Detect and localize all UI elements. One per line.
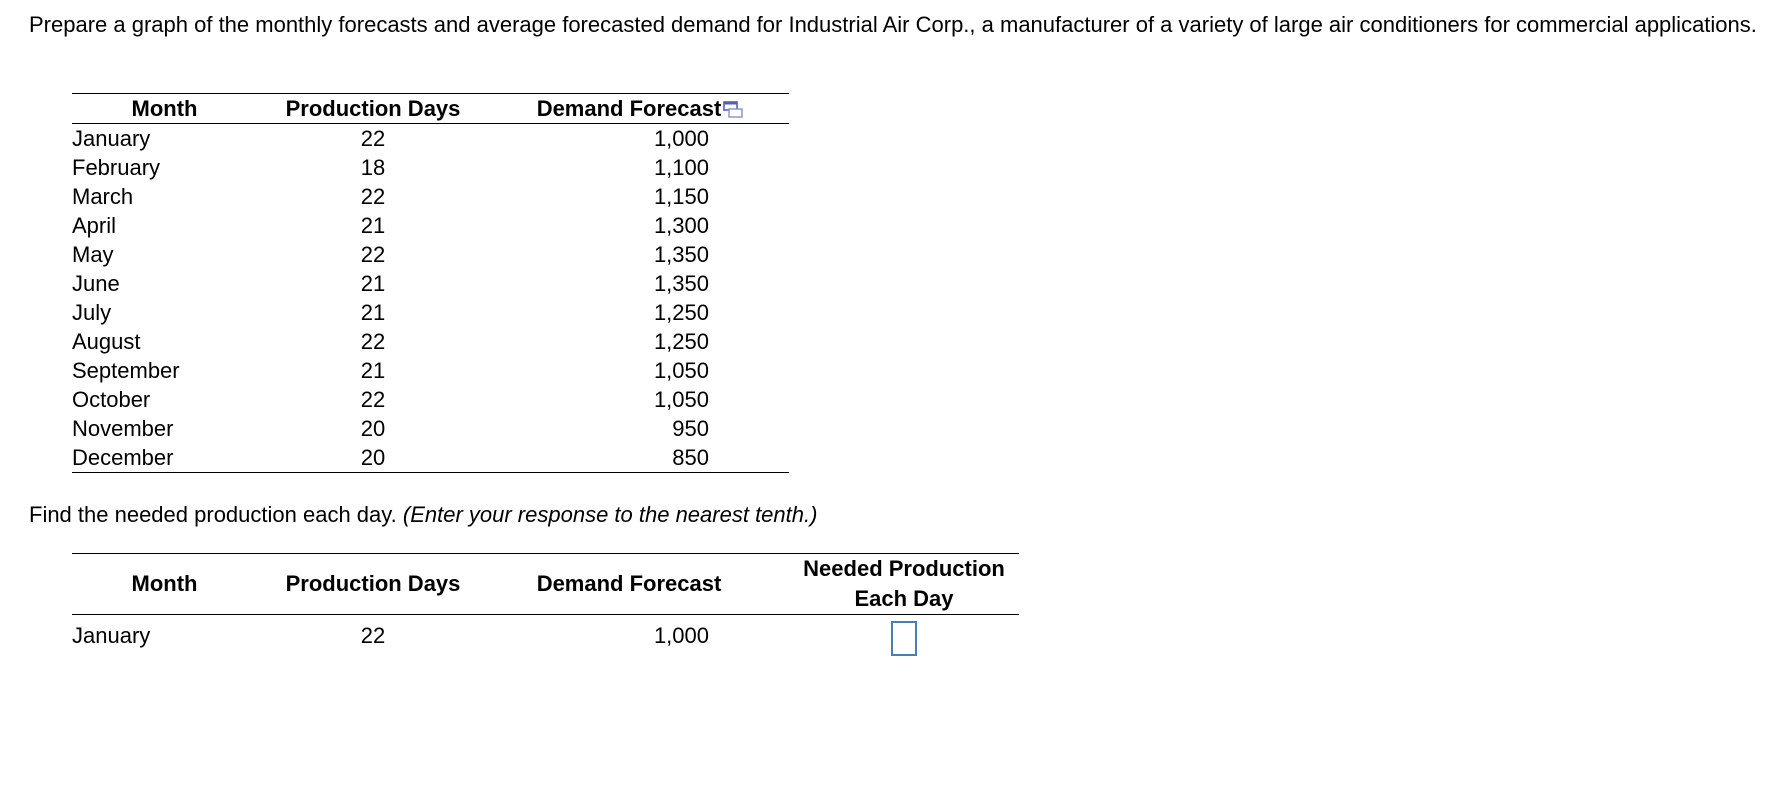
cell-month: April <box>72 212 117 238</box>
cell-demand-forecast: 850 <box>469 443 789 473</box>
cell-demand-forecast: 1,050 <box>653 357 709 383</box>
cell-production-days: 21 <box>360 212 386 238</box>
table-row <box>72 240 789 269</box>
header-month: Month <box>72 94 277 124</box>
header-demand-forecast: Demand Forecast <box>469 554 789 615</box>
cell-production-days: 20 <box>277 443 469 473</box>
cell-production-days: 22 <box>360 125 386 151</box>
header-month: Month <box>72 554 277 615</box>
header-production-days: Production Days <box>277 94 469 124</box>
table-row <box>72 414 789 443</box>
table-row <box>72 385 789 414</box>
cell-production-days: 22 <box>360 623 386 648</box>
cell-demand-forecast: 1,000 <box>653 125 709 151</box>
cell-production-days: 21 <box>360 270 386 296</box>
cell-production-days: 21 <box>360 357 386 383</box>
table-row <box>72 327 789 356</box>
question-hint: (Enter your response to the nearest tenth.) <box>402 502 818 527</box>
cell-demand-forecast: 1,100 <box>653 154 709 180</box>
cell-demand-forecast: 1,000 <box>653 623 709 648</box>
table-row <box>72 182 789 211</box>
cell-month: September <box>72 357 180 383</box>
table-row <box>72 615 1019 658</box>
table-header-row <box>72 554 1019 615</box>
demand-forecast-table <box>72 93 789 473</box>
header-production-days: Production Days <box>277 554 469 615</box>
cell-production-days: 22 <box>360 328 386 354</box>
cell-demand-forecast: 1,300 <box>653 212 709 238</box>
cell-demand-forecast: 1,150 <box>653 183 709 209</box>
problem-statement: Prepare a graph of the monthly forecasts and average forecasted demand for Industrial Air Corp., a manufacturer of a variety of large air conditioners for commercial applications. <box>29 12 1757 37</box>
cell-demand-forecast: 950 <box>672 415 709 441</box>
cell-production-days: 20 <box>360 415 386 441</box>
cell-demand-forecast: 1,350 <box>653 270 709 296</box>
cell-production-days: 22 <box>360 386 386 412</box>
cell-needed-production <box>789 615 1019 658</box>
header-demand-forecast: Demand Forecast <box>469 94 789 124</box>
cell-demand-forecast: 1,350 <box>653 241 709 267</box>
table-row <box>72 124 789 154</box>
cell-month: March <box>72 183 134 209</box>
cell-month: August <box>72 328 141 354</box>
cell-month: December <box>72 443 277 473</box>
table-header-row <box>72 94 789 124</box>
cell-production-days: 22 <box>360 241 386 267</box>
table-row <box>72 153 789 182</box>
question-text <box>29 500 817 530</box>
table-row <box>72 356 789 385</box>
cell-month: January <box>72 623 151 648</box>
answer-input[interactable] <box>891 621 917 656</box>
cell-month: July <box>72 299 112 325</box>
header-needed-line1: Needed Production <box>803 556 1005 581</box>
cell-month: January <box>72 125 151 151</box>
cell-production-days: 21 <box>360 299 386 325</box>
table-row <box>72 443 789 473</box>
table-row <box>72 211 789 240</box>
cell-month: October <box>72 386 151 412</box>
table-row <box>72 298 789 327</box>
question-main: Find the needed production each day. <box>29 502 397 527</box>
cell-production-days: 22 <box>360 183 386 209</box>
cell-month: November <box>72 415 174 441</box>
cell-month: June <box>72 270 120 296</box>
cell-month: February <box>72 154 161 180</box>
cell-production-days: 18 <box>360 154 386 180</box>
table-row <box>72 269 789 298</box>
cell-demand-forecast: 1,250 <box>653 299 709 325</box>
cell-demand-forecast: 1,250 <box>653 328 709 354</box>
cell-month: May <box>72 241 114 267</box>
header-needed-production <box>789 554 1019 615</box>
needed-production-table <box>72 553 1019 657</box>
copy-table-icon[interactable] <box>723 101 743 119</box>
cell-demand-forecast: 1,050 <box>653 386 709 412</box>
header-needed-line2: Each Day <box>854 586 954 611</box>
